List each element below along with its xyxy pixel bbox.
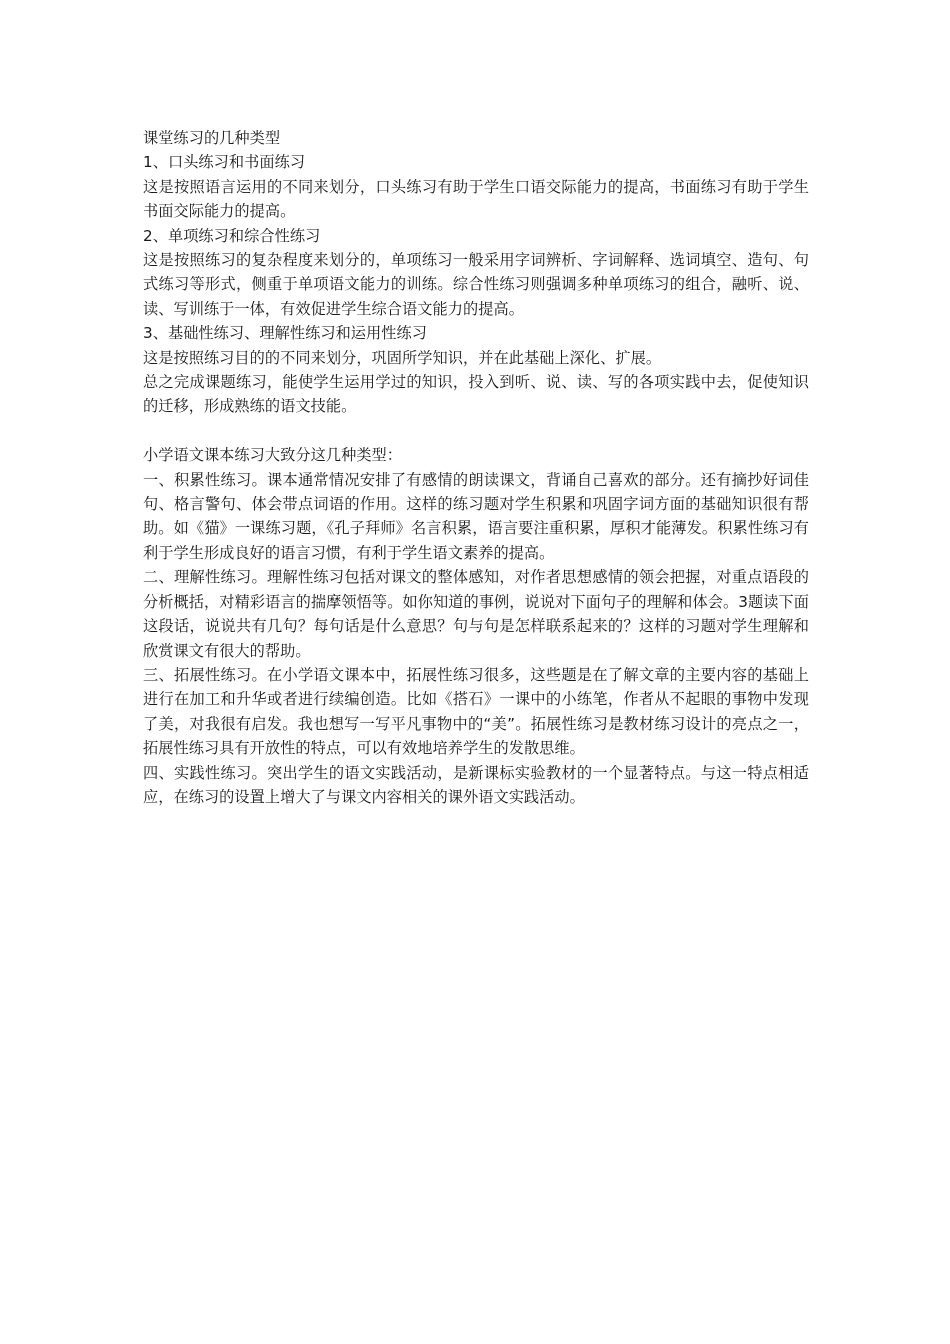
document-title: 课堂练习的几种类型 <box>143 129 281 147</box>
paragraph: 这是按照练习的复杂程度来划分的，单项练习一般采用字词辨析、字词解释、选词填空、造句、句式练习等形式，侧重于单项语文能力的训练。综合性练习则强调多种单项练习的组合，融听、说、读、写训练于一体，有效促进学生综合语文能力的提高。 <box>143 251 809 318</box>
section-heading-oral-written: 1、口头练习和书面练习 <box>143 153 306 172</box>
paragraph-understanding: 二、理解性练习。理解性练习包括对课文的整体感知，对作者思想感情的领会把握，对重点语段的分析概括，对精彩语言的揣摩领悟等。如你知道的事例，说说对下面句子的理解和体会。3题读下面这段话，说说共有几句？每句话是什么意思？句与句是怎样联系起来的？这样的习题对学生理解和欣赏课文有很大的帮助。 <box>143 568 809 660</box>
paragraph: 这是按照练习目的的不同来划分，巩固所学知识，并在此基础上深化、扩展。 <box>143 348 662 367</box>
paragraph: 这是按照语言运用的不同来划分，口头练习有助于学生口语交际能力的提高，书面练习有助于学生书面交际能力的提高。 <box>143 177 809 221</box>
subsection-intro: 小学语文课本练习大致分这几种类型： <box>143 446 403 465</box>
document-page <box>143 126 809 809</box>
blank-line <box>143 419 809 443</box>
paragraph-accumulative: 一、积累性练习。课本通常情况安排了有感情的朗读课文，背诵自己喜欢的部分。还有摘抄好词佳句、格言警句、体会带点词语的作用。这样的练习题对学生积累和巩固字词方面的基础知识很有帮助。如《猫》一课练习题，《孔子拜师》名言积累，语言要注重积累，厚积才能薄发。积累性练习有利于学生形成良好的语言习惯，有利于学生语文素养的提高。 <box>143 470 809 562</box>
paragraph-extension: 三、拓展性练习。在小学语文课本中，拓展性练习很多，这些题是在了解文章的主要内容的基础上进行在加工和升华或者进行续编创造。比如《搭石》一课中的小练笔，作者从不起眼的事物中发现了美，对我很有启发。我也想写一写平凡事物中的“美”。拓展性练习是教材练习设计的亮点之一，拓展性练习具有开放性的特点，可以有效地培养学生的发散思维。 <box>143 665 809 758</box>
section-heading-single-comprehensive: 2、单项练习和综合性练习 <box>143 226 321 245</box>
paragraph-practice: 四、实践性练习。突出学生的语文实践活动，是新课标实验教材的一个显著特点。与这一特点相适应，在练习的设置上增大了与课文内容相关的课外语文实践活动。 <box>143 763 809 806</box>
paragraph: 总之完成课题练习，能使学生运用学过的知识，投入到听、说、读、写的各项实践中去，促使知识的迁移，形成熟练的语文技能。 <box>143 373 809 416</box>
section-heading-basic-understanding-application: 3、基础性练习、理解性练习和运用性练习 <box>143 324 427 343</box>
